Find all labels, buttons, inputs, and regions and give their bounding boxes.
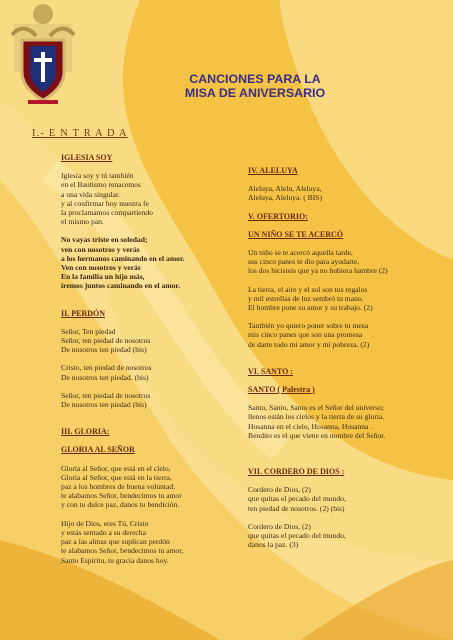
santo-subheading: SANTO ( Palestra ) [248, 385, 315, 395]
section-entrada-heading: I.- E N T R A D A [32, 128, 128, 139]
title-line-2: MISA DE ANIVERSARIO [184, 86, 326, 100]
santo-heading: VI. SANTO : [248, 366, 293, 376]
gloria-verse-2: Hijo de Dios, eres Tú, Cristo y estás sentado a su derecha paz a las almas que suplican perdón te alabamos Señor, bendecimos tu amor, Santo Espíritu, tu gracia danos hoy. [61, 518, 184, 565]
perdon-verse-1: Señor, Ten piedad Señor, ten piedad de nosotros De nosotros ten piedad (bis) [61, 326, 151, 355]
ofertorio-verse-1: Un niño se te acercó aquella tarde, sus cinco panes te dio para ayudarte, los dos hicisteis que ya no hubiera hambre (2) [248, 248, 388, 276]
ofertorio-verse-3: También yo quiero poner sobre tu mesa mis cinco panes que son una promesa de darte todo mi amor y mi pobreza. (2) [248, 321, 370, 349]
gloria-heading: III. GLORIA: [61, 427, 110, 437]
right-column [248, 166, 438, 549]
title-line-1: CANCIONES PARA LA [189, 72, 321, 86]
ofertorio-heading: V. OFERTORIO: [248, 211, 308, 221]
cordero-verse-2: Cordero de Dios, (2) que quitas el pecado del mundo, danos la paz. (3) [248, 521, 346, 550]
santo-verse: Santo, Santo, Santo es el Señor del universo; llenos están los cielos y la tierra de su gloria. Hosanna en el cielo, Hosanna, Hosanna . Bendito es el que viene en nombre del Señor. [248, 403, 386, 440]
left-column [61, 153, 236, 565]
perdon-verse-2: Cristo, ten piedad de nosotros De nosotros ten piedad. (bis) [61, 363, 152, 382]
ofertorio-subheading: UN NIÑO SE TE ACERCÓ [248, 229, 343, 239]
perdon-verse-3: Señor, ten piedad de nosotros De nosotros ten piedad (bis) [61, 390, 151, 410]
page-title [140, 72, 370, 100]
gloria-verse-1: Gloria al Señor, que está en el cielo, Gloria al Señor, que está en la tierra, paz a los hombres de buena voluntad. te alabamos Señor, bendecimos tu amor y con tu dulce paz, danos tu bendición. [61, 463, 182, 510]
aleluya-heading: IV. ALELUYA [248, 166, 298, 175]
aleluya-verse: Aleluya, Alelu, Aleluya, Aleluya, Aleluya. ( BIS) [248, 184, 323, 203]
ofertorio-verse-2: La tierra, el aire y el sol son tus regalos y mil estrellas de luz sembró tu mano. El hombre pone su amor y su trabajo. (2) [248, 284, 373, 313]
iglesia-chorus: No vayas triste en soledad; ven con nosotros y verás a los hermanos caminando en el amor. Ven con nosotros y verás En la familia un hijo más, iremos juntos caminando en el amor. [61, 235, 185, 291]
perdon-heading: II. PERDÓN [61, 308, 106, 318]
iglesia-verse: Iglesia soy y tú también en el Bautismo renacemos a una vida singular. y al confirmar hoy nuestra fe la proclamamos compartiendo el mismo pan. [61, 171, 153, 227]
cordero-heading: VII. CORDERO DE DIOS : [248, 467, 345, 477]
cordero-verse-1: Cordero de Dios, (2) que quitas el pecado del mundo, ten piedad de nosotros. (2) (bis) [248, 485, 346, 513]
gloria-subheading: GLORIA AL SEÑOR [61, 445, 135, 455]
iglesia-heading: IGLESIA SOY [61, 153, 113, 162]
